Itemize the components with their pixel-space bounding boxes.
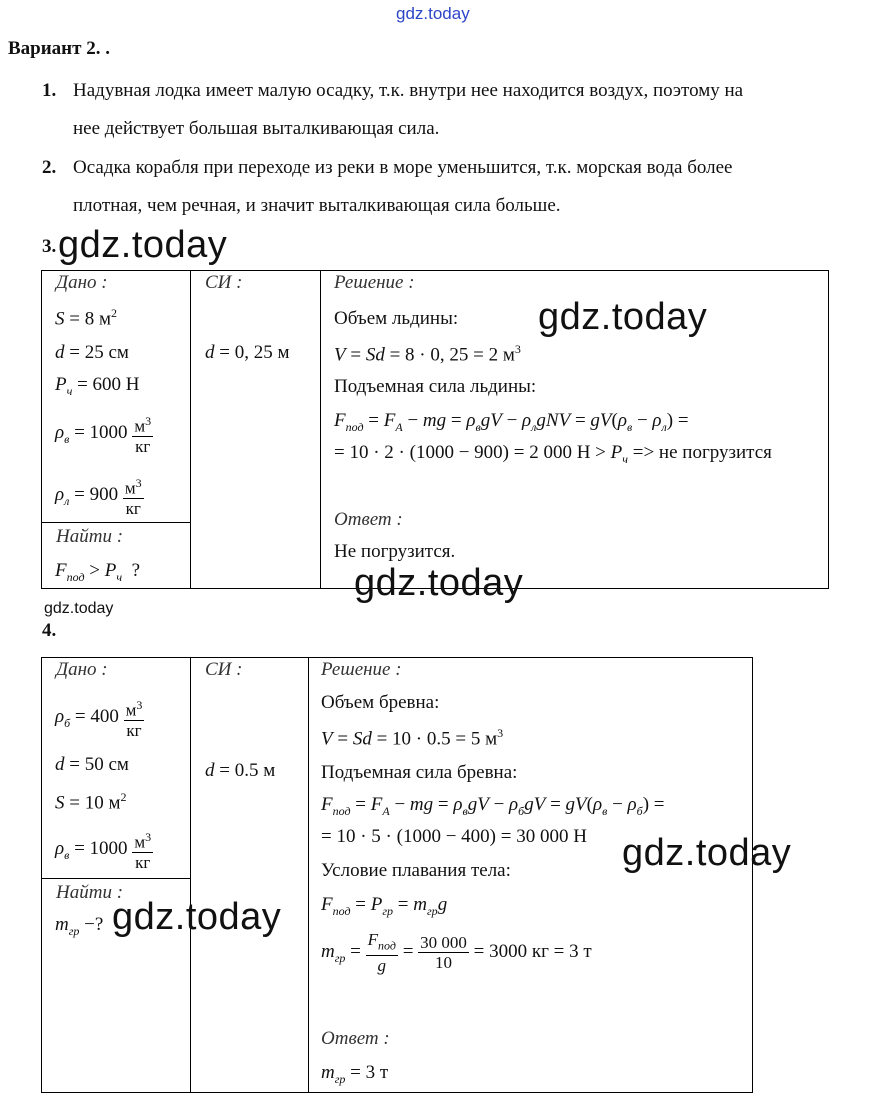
solution-volume: V = Sd = 8 · 0, 25 = 2 $м^3$ bbox=[334, 342, 521, 366]
watermark-top: gdz.today bbox=[396, 4, 470, 23]
given-log-thickness: d = 50 см bbox=[55, 754, 129, 775]
watermark-2: gdz.today bbox=[538, 296, 708, 338]
watermark: gdz.today bbox=[58, 224, 228, 266]
table-4-si-label: СИ : bbox=[205, 659, 243, 680]
si-thickness: d = 0, 25 м bbox=[205, 342, 290, 363]
table-4-divider-2 bbox=[308, 657, 309, 1092]
solution-lift-formula: $F_{под} = F_A$ − mg = $\rho_вgV - \rho_лgNV = gV(\rho_в - \rho_л)$ = bbox=[334, 410, 689, 434]
table-4-find-label: Найти : bbox=[56, 882, 124, 903]
table-3-find-divider bbox=[41, 522, 191, 523]
solution-4-lift-label: Подъемная сила бревна: bbox=[321, 762, 518, 783]
item-1-number: 1. bbox=[42, 80, 57, 101]
given-log-area: S = 10 $м^2$ bbox=[55, 790, 127, 814]
item-2-number: 2. bbox=[42, 157, 57, 178]
solution-lift-result: = 10 · 2 · (1000 − 900) = 2 000 $Н > P_ч$ => не погрузится bbox=[334, 442, 772, 466]
solution-4-volume-label: Объем бревна: bbox=[321, 692, 440, 713]
given-area: S = 8 $м^2$ bbox=[55, 306, 117, 330]
find-condition: $F_{под} > P_ч$ ? bbox=[55, 560, 141, 584]
table-4-divider-1 bbox=[190, 657, 191, 1092]
page-title: Вариант 2. . bbox=[8, 38, 110, 59]
solution-volume-label: Объем льдины: bbox=[334, 308, 459, 329]
given-log-density: $\rho_б = 400$ $\frac{м^3}{кг}$ bbox=[55, 698, 143, 740]
table-3-divider-2 bbox=[320, 270, 321, 588]
table-4-answer-label: Ответ : bbox=[321, 1028, 390, 1049]
problem-4-number: 4. bbox=[42, 620, 57, 641]
table-3-divider-1 bbox=[190, 270, 191, 588]
item-1-line-2: нее действует большая выталкивающая сила. bbox=[73, 118, 440, 139]
solution-4-lift-result: = 10 · 5 · (1000 − 400) = 30 000 Н bbox=[321, 826, 587, 847]
solution-4-volume: V = Sd = 10 · 0.5 = 5 $м^3$ bbox=[321, 726, 504, 750]
given-water-density-4: $\rho_в = 1000$ $\frac{м^3}{кг}$ bbox=[55, 830, 152, 872]
table-4-find-divider bbox=[41, 878, 191, 879]
table-3-answer-label: Ответ : bbox=[334, 509, 403, 530]
item-2-line-2: плотная, чем речная, и значит выталкивающая сила больше. bbox=[73, 195, 561, 216]
given-water-density: $\rho_в = 1000$ $\frac{м^3}{кг}$ bbox=[55, 414, 152, 456]
table-3-si-label: СИ : bbox=[205, 272, 243, 293]
watermark-3: gdz.today bbox=[354, 562, 524, 604]
answer-4: $m_{гр} = 3$ т bbox=[321, 1062, 389, 1086]
answer-3: Не погрузится. bbox=[334, 541, 456, 562]
find-cargo-mass: $m_{гр}$ −? bbox=[55, 914, 104, 938]
table-3-solution-label: Решение : bbox=[334, 272, 415, 293]
given-thickness: d = 25 см bbox=[55, 342, 129, 363]
solution-4-mass: $m_{гр}$ = $\frac{F_{под}}{g}$ = $\frac{30 000}{10}$ = 3000 кг = 3 т bbox=[321, 930, 592, 976]
solution-4-lift-formula: $F_{под} = F_A$ − mg = $\rho_вgV - \rho_бgV = gV(\rho_в - \rho_б)$ = bbox=[321, 794, 665, 818]
watermark-small: gdz.today bbox=[44, 600, 114, 617]
given-ice-density: $\rho_л = 900$ $\frac{м^3}{кг}$ bbox=[55, 476, 142, 518]
watermark-4: gdz.today bbox=[622, 832, 792, 874]
table-3-find-label: Найти : bbox=[56, 526, 124, 547]
solution-4-condition-label: Условие плавания тела: bbox=[321, 860, 511, 881]
si-log-thickness: d = 0.5 м bbox=[205, 760, 276, 781]
table-4-given-label: Дано : bbox=[56, 659, 108, 680]
solution-lift-label: Подъемная сила льдины: bbox=[334, 376, 537, 397]
given-person-weight: $P_ч = 600$ Н bbox=[55, 374, 140, 398]
item-1-line-1: Надувная лодка имеет малую осадку, т.к. внутри нее находится воздух, поэтому на bbox=[73, 80, 744, 101]
solution-4-condition: $F_{под} = P_{гр} = m_{гр}g$ bbox=[321, 894, 448, 918]
table-3-given-label: Дано : bbox=[56, 272, 108, 293]
watermark-5: gdz.today bbox=[112, 896, 282, 938]
problem-3-number: 3. bbox=[42, 236, 57, 257]
table-4-solution-label: Решение : bbox=[321, 659, 402, 680]
item-2-line-1: Осадка корабля при переходе из реки в море уменьшится, т.к. морская вода более bbox=[73, 157, 733, 178]
